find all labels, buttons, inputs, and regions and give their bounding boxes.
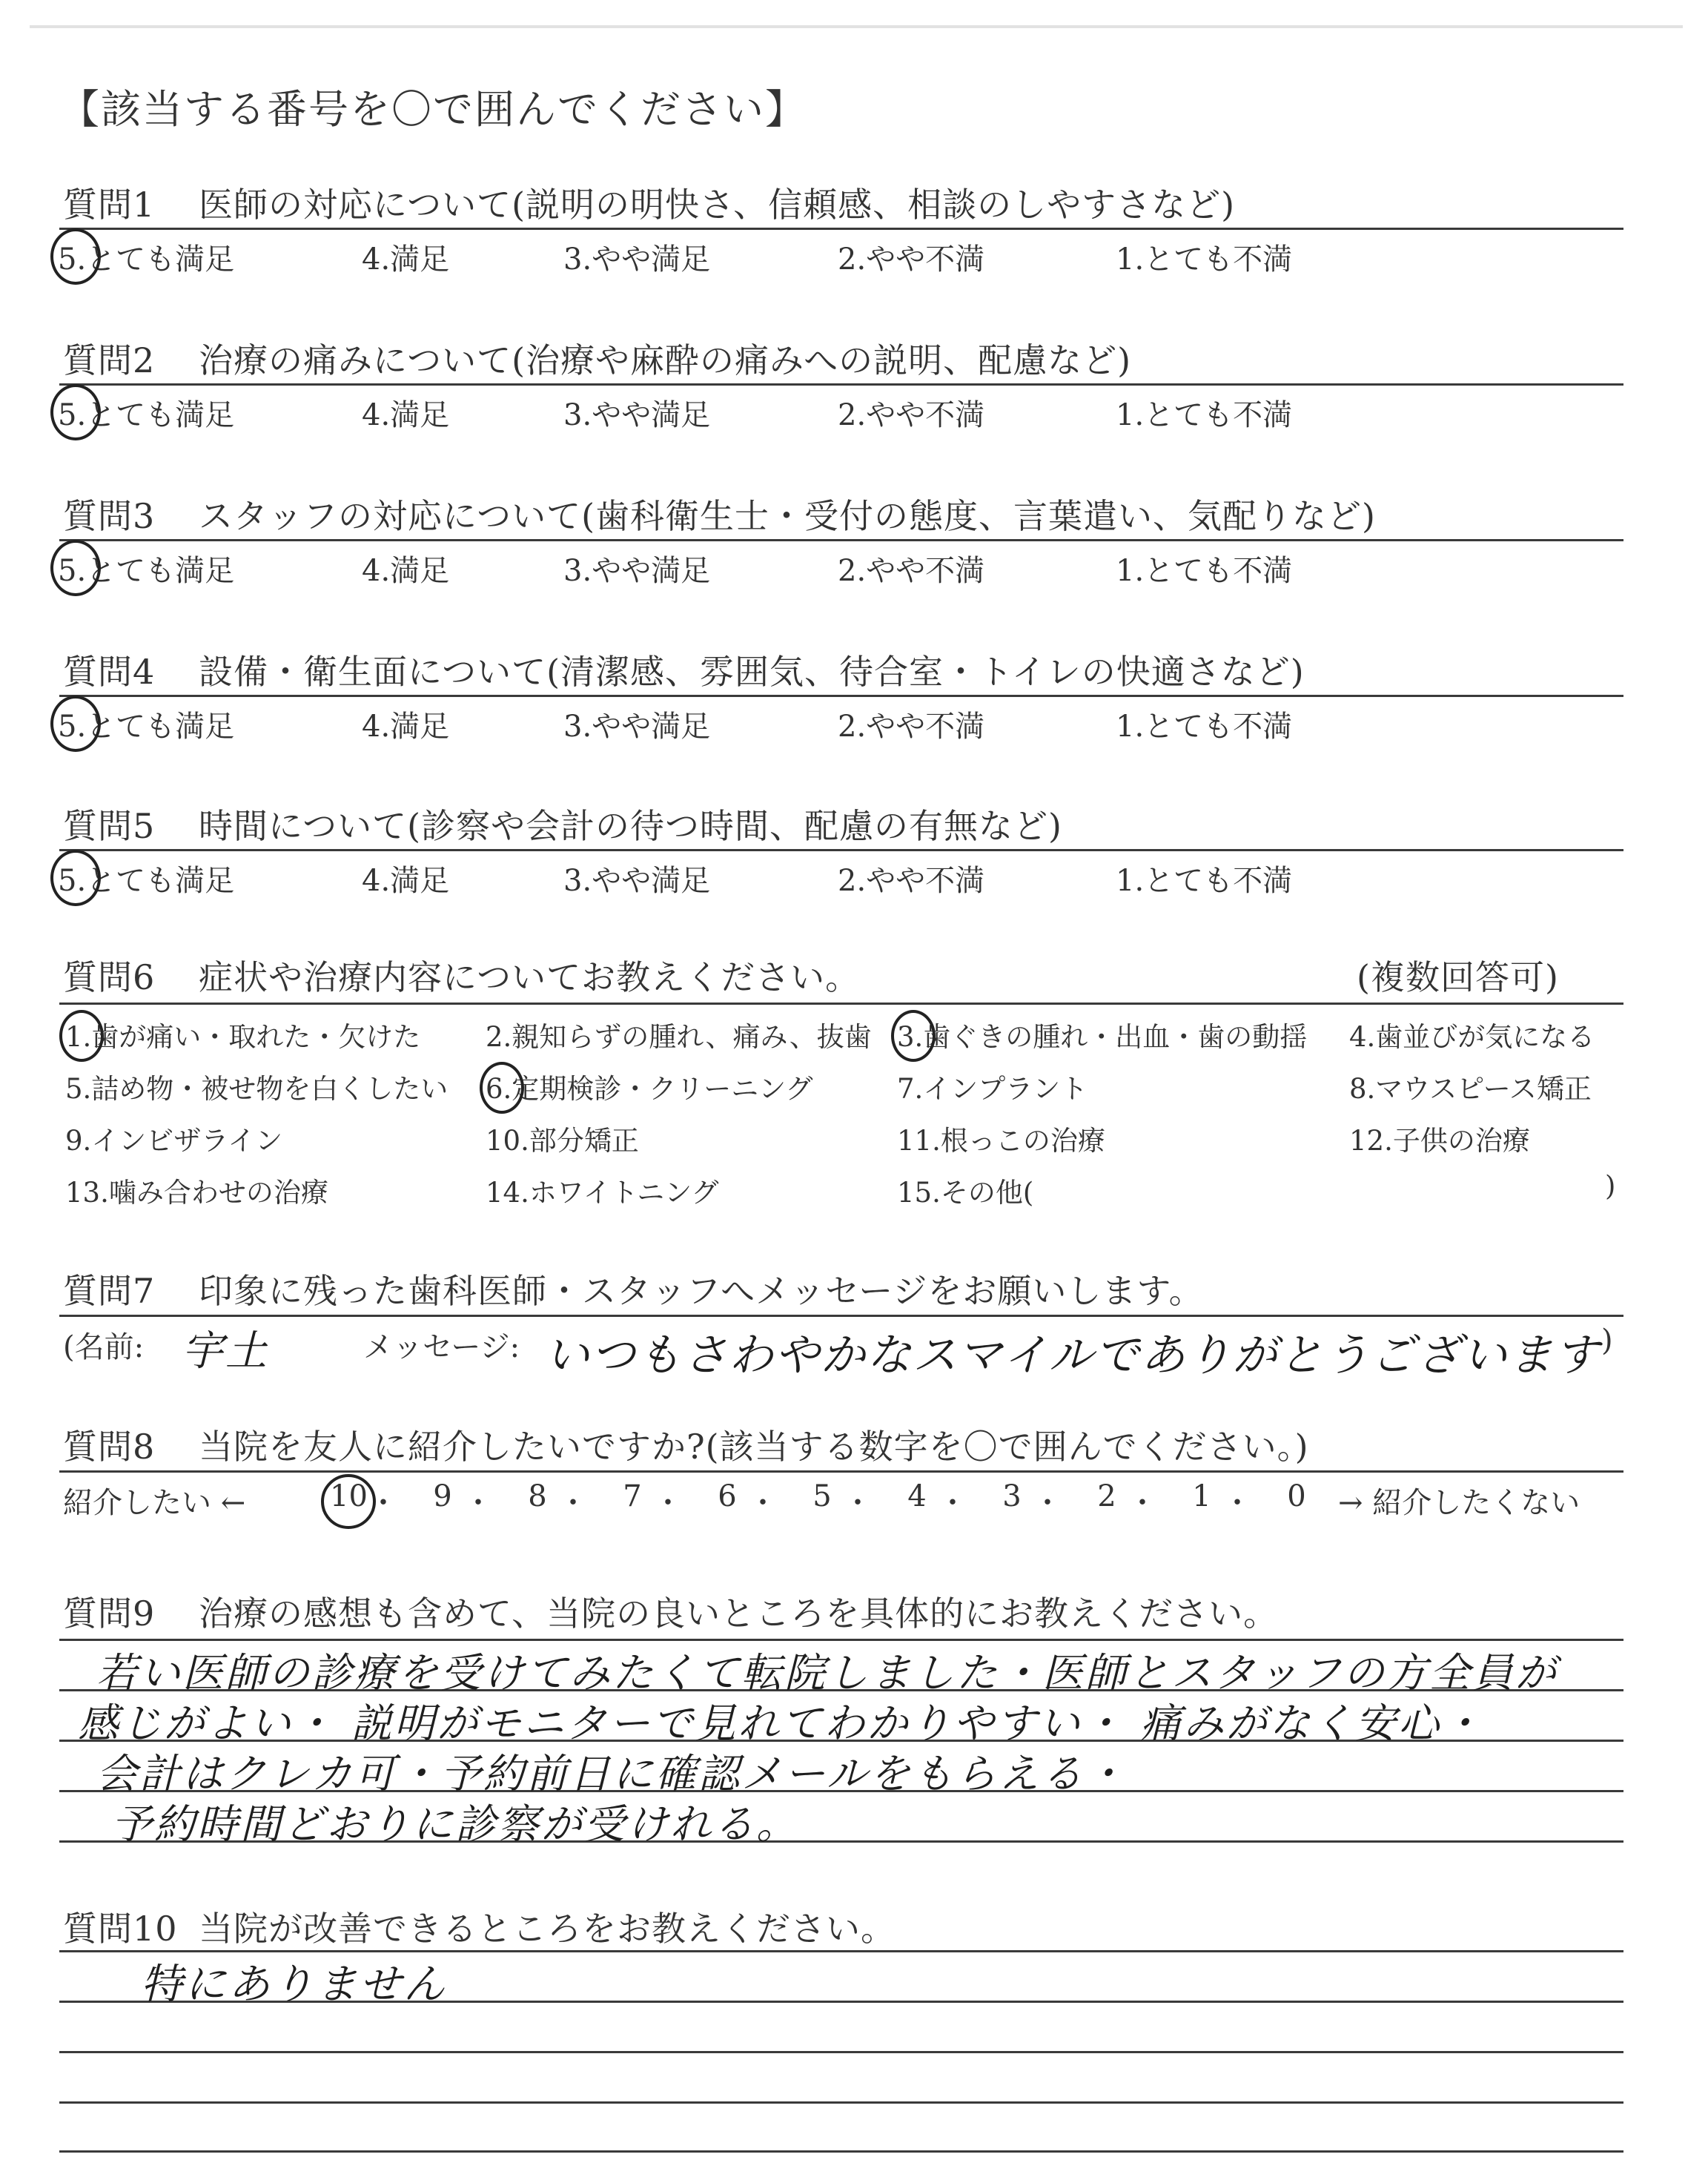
q6-option[interactable]: 7.インプラント (897, 1073, 1088, 1105)
q8-scale-value[interactable]: 8 (528, 1479, 547, 1513)
q9-label: 質問9 (63, 1593, 156, 1634)
q7-name-label: (名前: (63, 1330, 145, 1364)
rating-option[interactable]: 3.やや満足 (563, 398, 711, 432)
rating-option[interactable]: 3.やや満足 (563, 242, 711, 277)
q6-option: ) (1605, 1170, 1616, 1202)
q8-right-label: → 紹介したくない (1338, 1486, 1580, 1520)
q6-option[interactable]: 4.歯並びが気になる (1349, 1021, 1595, 1053)
q9-answer-line: 感じがよい・ 説明がモニターで見れてわかりやすい・ 痛みがなく安心・ (78, 1700, 1484, 1747)
q6-note: (複数回答可) (1357, 957, 1559, 997)
q6-option[interactable]: 14.ホワイトニング (486, 1177, 719, 1209)
rating-option[interactable]: 2.やや不満 (838, 710, 985, 744)
q8-scale-value[interactable]: 6 (718, 1479, 737, 1513)
q8-scale-value[interactable]: 0 (1287, 1479, 1306, 1513)
rating-option[interactable]: 3.やや満足 (563, 864, 711, 898)
q8-scale-value[interactable]: 4 (907, 1479, 927, 1513)
q8-scale-value[interactable]: 1 (1192, 1479, 1211, 1513)
question-text: 医師の対応について(説明の明快さ、信頼感、相談のしやすさなど) (199, 185, 1236, 225)
rating-option[interactable]: 1.とても不満 (1116, 398, 1293, 432)
question-label: 質問3 (63, 496, 156, 536)
q8-text: 当院を友人に紹介したいですか?(該当する数字を〇で囲んでください。) (199, 1427, 1309, 1467)
rating-option[interactable]: 5.とても満足 (58, 554, 235, 588)
rating-option[interactable]: 1.とても不満 (1116, 242, 1293, 277)
question-text: 設備・衛生面について(清潔感、雰囲気、待合室・トイレの快適さなど) (199, 652, 1305, 692)
selection-circle (50, 384, 101, 440)
question-label: 質問1 (63, 185, 156, 225)
q8-separator: ・ (938, 1486, 967, 1520)
q8-separator: ・ (1222, 1486, 1252, 1520)
q8-separator: ・ (368, 1486, 398, 1520)
selection-circle (321, 1474, 376, 1529)
question-rule (59, 695, 1623, 697)
question-text: 治療の痛みについて(治療や麻酔の痛みへの説明、配慮など) (199, 340, 1132, 380)
q9-answer-line: 予約時間どおりに診察が受けれる。 (111, 1800, 800, 1848)
question-rule (59, 228, 1623, 230)
q10-rule-5 (59, 2150, 1623, 2153)
q8-separator: ・ (1033, 1486, 1062, 1520)
q6-option[interactable]: 15.その他( (897, 1177, 1034, 1209)
q8-separator: ・ (463, 1486, 493, 1520)
rating-option[interactable]: 4.満足 (362, 554, 450, 588)
q6-option[interactable]: 9.インビザライン (65, 1125, 283, 1157)
rating-option[interactable]: 5.とても満足 (58, 242, 235, 277)
question-rule (59, 849, 1623, 851)
q7-message-label: メッセージ: (363, 1330, 520, 1364)
rating-option[interactable]: 4.満足 (362, 398, 450, 432)
q8-scale-value[interactable]: 3 (1002, 1479, 1022, 1513)
q10-text: 当院が改善できるところをお教えください。 (199, 1909, 896, 1949)
page-title: 【該当する番号を〇で囲んでください】 (59, 86, 807, 133)
selection-circle (480, 1062, 524, 1114)
q8-scale-value[interactable]: 9 (433, 1479, 452, 1513)
q8-separator: ・ (843, 1486, 873, 1520)
q9-answer-line: 会計はクレカ可・予約前日に確認メールをもらえる・ (96, 1750, 1128, 1797)
q8-scale-value[interactable]: 2 (1097, 1479, 1116, 1513)
rating-option[interactable]: 1.とても不満 (1116, 554, 1293, 588)
rating-option[interactable]: 4.満足 (362, 864, 450, 898)
q6-option[interactable]: 3.歯ぐきの腫れ・出血・歯の動揺 (897, 1021, 1308, 1053)
q9-text: 治療の感想も含めて、当院の良いところを具体的にお教えください。 (199, 1593, 1279, 1634)
q6-rule (59, 1003, 1623, 1005)
q8-separator: ・ (1128, 1486, 1157, 1520)
q6-option[interactable]: 5.詰め物・被せ物を白くしたい (65, 1073, 448, 1105)
q8-separator: ・ (748, 1486, 778, 1520)
q10-label: 質問10 (63, 1909, 178, 1949)
rating-option[interactable]: 5.とても満足 (58, 710, 235, 744)
rating-option[interactable]: 5.とても満足 (58, 398, 235, 432)
q6-option[interactable]: 12.子供の治療 (1349, 1125, 1530, 1157)
selection-circle (891, 1010, 936, 1062)
rating-option[interactable]: 2.やや不満 (838, 242, 985, 277)
q6-option[interactable]: 6.定期検診・クリーニング (486, 1073, 813, 1105)
q6-option[interactable]: 13.噛み合わせの治療 (65, 1177, 328, 1209)
q8-scale-value[interactable]: 10 (330, 1479, 368, 1513)
question-rule (59, 383, 1623, 386)
question-label: 質問2 (63, 340, 156, 380)
rating-option[interactable]: 4.満足 (362, 242, 450, 277)
question-rule (59, 539, 1623, 541)
q8-separator: ・ (653, 1486, 683, 1520)
q6-option[interactable]: 1.歯が痛い・取れた・欠けた (65, 1021, 421, 1053)
q6-label: 質問6 (63, 957, 156, 997)
q7-label: 質問7 (63, 1271, 156, 1311)
selection-circle (59, 1010, 104, 1062)
rating-option[interactable]: 2.やや不満 (838, 554, 985, 588)
question-label: 質問4 (63, 652, 156, 692)
rating-option[interactable]: 3.やや満足 (563, 554, 711, 588)
rating-option[interactable]: 1.とても不満 (1116, 864, 1293, 898)
q6-option[interactable]: 8.マウスピース矯正 (1349, 1073, 1592, 1105)
q7-message-value: いつもさわやかなスマイルでありがとうございます (545, 1330, 1601, 1381)
selection-circle (50, 696, 101, 752)
q6-text: 症状や治療内容についてお教えください。 (199, 957, 861, 997)
q7-close-paren: ) (1601, 1324, 1613, 1358)
q8-separator: ・ (558, 1486, 588, 1520)
q10-answer: 特にありません (141, 1961, 447, 2009)
q7-rule (59, 1315, 1623, 1317)
selection-circle (50, 540, 101, 596)
q10-rule-4 (59, 2101, 1623, 2104)
q6-option[interactable]: 10.部分矯正 (486, 1125, 639, 1157)
q8-scale-value[interactable]: 7 (623, 1479, 642, 1513)
rating-option[interactable]: 2.やや不満 (838, 398, 985, 432)
rating-option[interactable]: 3.やや満足 (563, 710, 711, 744)
question-text: 時間について(診察や会計の待つ時間、配慮の有無など) (199, 806, 1062, 846)
q8-scale-value[interactable]: 5 (812, 1479, 832, 1513)
rating-option[interactable]: 5.とても満足 (58, 864, 235, 898)
rating-option[interactable]: 1.とても不満 (1116, 710, 1293, 744)
q7-text: 印象に残った歯科医師・スタッフへメッセージをお願いします。 (199, 1271, 1204, 1311)
selection-circle (50, 228, 101, 285)
q6-option[interactable]: 11.根っこの治療 (897, 1125, 1105, 1157)
question-text: スタッフの対応について(歯科衛生士・受付の態度、言葉遣い、気配りなど) (199, 496, 1376, 536)
q8-rule (59, 1470, 1623, 1473)
q6-option[interactable]: 2.親知らずの腫れ、痛み、抜歯 (486, 1021, 872, 1053)
q10-rule-3 (59, 2051, 1623, 2053)
rating-option[interactable]: 2.やや不満 (838, 864, 985, 898)
q8-left-label: 紹介したい ← (63, 1486, 246, 1520)
q9-answer-line: 若い医師の診療を受けてみたくて転院しました・医師とスタッフの方全員が (96, 1649, 1559, 1697)
q8-label: 質問8 (63, 1427, 156, 1467)
question-label: 質問5 (63, 806, 156, 846)
page-top-edge (30, 25, 1683, 28)
rating-option[interactable]: 4.満足 (362, 710, 450, 744)
selection-circle (50, 850, 101, 906)
q7-name-value: 宇土 (182, 1327, 269, 1375)
